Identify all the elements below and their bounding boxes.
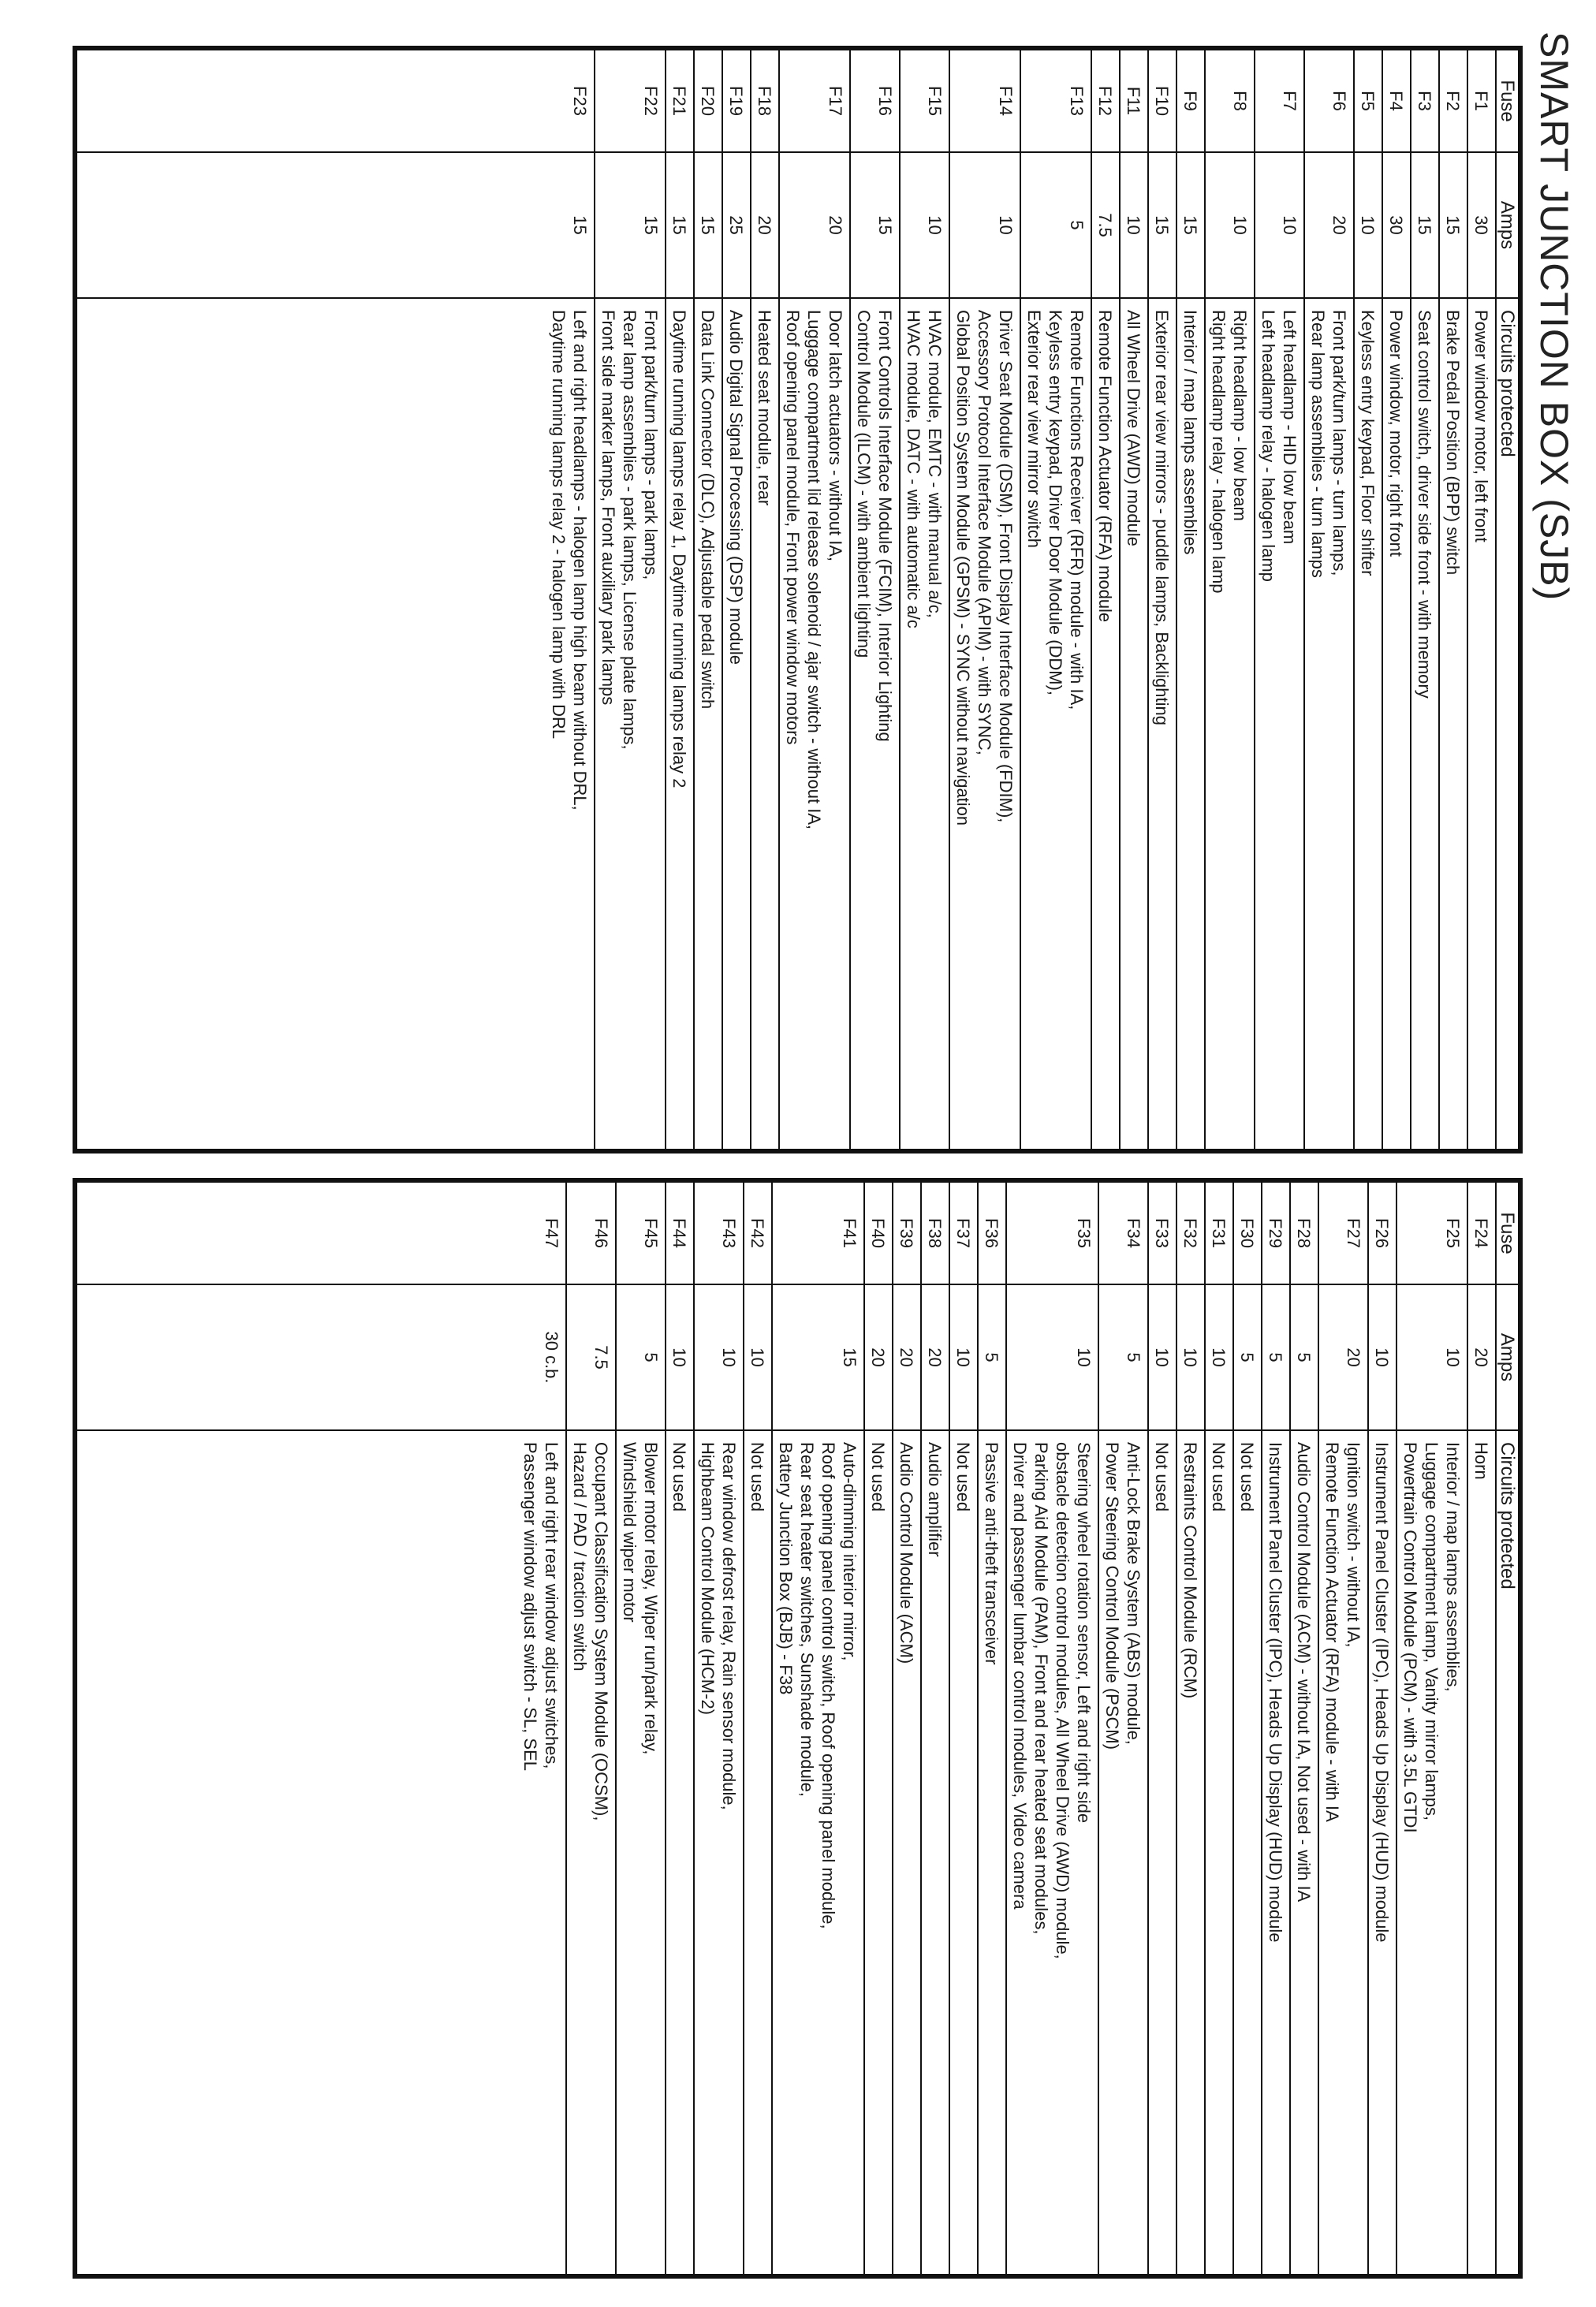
circuit-line: Hazard / PAD / traction switch xyxy=(570,1442,590,1672)
circuits-cell xyxy=(1020,298,1091,1150)
circuit-line: Right headlamp relay - halogen lamp xyxy=(1209,310,1229,594)
amps-cell: 15 xyxy=(772,1284,864,1430)
table-row xyxy=(694,1182,744,2275)
circuits-cell xyxy=(978,1430,1006,2275)
circuit-line: Not used xyxy=(868,1442,888,1512)
circuit-line: Power Steering Control Module (PSCM) xyxy=(1102,1442,1122,1750)
amps-cell: 20 xyxy=(1304,152,1354,298)
fuse-cell: F35 xyxy=(1006,1182,1098,1284)
circuits-cell xyxy=(1091,298,1120,1150)
table-row xyxy=(1098,1182,1148,2275)
table-row xyxy=(666,50,694,1150)
circuit-line: Exterior rear view mirror switch xyxy=(1024,310,1044,548)
fuse-cell: F10 xyxy=(1148,50,1176,152)
circuits-cell xyxy=(893,1430,921,2275)
circuit-line: Not used xyxy=(1237,1442,1257,1512)
table-row xyxy=(76,50,595,1150)
circuits-cell xyxy=(1262,1430,1290,2275)
circuit-line: Blower motor relay, Wiper run/park relay, xyxy=(641,1442,661,1755)
circuit-line: Left and right rear window adjust switches, xyxy=(542,1442,561,1769)
table-row xyxy=(595,50,666,1150)
circuit-line: Interior / map lamps assemblies xyxy=(1180,310,1200,555)
fuse-cell: F32 xyxy=(1176,1182,1205,1284)
fuse-cell: F43 xyxy=(694,1182,744,1284)
table-row xyxy=(751,50,779,1150)
amps-cell: 10 xyxy=(1255,152,1304,298)
amps-cell: 25 xyxy=(722,152,751,298)
fuse-cell: F40 xyxy=(864,1182,893,1284)
table-row xyxy=(1439,50,1467,1150)
fuse-cell: F16 xyxy=(850,50,900,152)
table-row xyxy=(1467,1182,1496,2275)
amps-cell: 7.5 xyxy=(566,1284,616,1430)
circuits-cell xyxy=(744,1430,772,2275)
table-row xyxy=(722,50,751,1150)
table-row xyxy=(949,1182,978,2275)
table-row xyxy=(1205,50,1255,1150)
circuit-line: Not used xyxy=(748,1442,767,1512)
circuits-cell xyxy=(76,1430,566,2275)
header-amps: Amps xyxy=(1496,1284,1519,1430)
table-row xyxy=(893,1182,921,2275)
fuse-cell: F18 xyxy=(751,50,779,152)
circuit-line: Auto-dimming interior mirror, xyxy=(840,1442,860,1661)
circuit-line: Luggage compartment lid release solenoid / ajar switch - without IA, xyxy=(804,310,824,830)
circuit-line: Keyless entry keypad, Driver Door Module (DDM), xyxy=(1046,310,1065,696)
fuse-cell: F24 xyxy=(1467,1182,1496,1284)
circuit-line: Audio amplifier xyxy=(925,1442,945,1557)
amps-cell: 10 xyxy=(949,1284,978,1430)
table-row xyxy=(1290,1182,1318,2275)
amps-cell: 15 xyxy=(666,152,694,298)
fuse-cell: F4 xyxy=(1382,50,1411,152)
circuits-cell xyxy=(1176,1430,1205,2275)
table-row xyxy=(1233,1182,1262,2275)
fuse-cell: F44 xyxy=(666,1182,694,1284)
fuse-cell: F5 xyxy=(1354,50,1382,152)
amps-cell: 5 xyxy=(1020,152,1091,298)
circuit-line: Front park/turn lamps - turn lamps, xyxy=(1329,310,1349,576)
circuits-cell xyxy=(1098,1430,1148,2275)
amps-cell: 30 xyxy=(1382,152,1411,298)
fuse-cell: F20 xyxy=(694,50,722,152)
amps-cell: 10 xyxy=(1120,152,1148,298)
amps-cell: 10 xyxy=(1396,1284,1467,1430)
circuit-line: All Wheel Drive (AWD) module xyxy=(1124,310,1143,546)
circuit-line: HVAC module, EMTC - with manual a/c, xyxy=(925,310,945,618)
circuits-cell xyxy=(595,298,666,1150)
amps-cell: 20 xyxy=(893,1284,921,1430)
circuit-line: Heated seat module, rear xyxy=(755,310,774,506)
circuit-line: Power window, motor, right front xyxy=(1386,310,1406,557)
circuit-line: Passive anti-theft transceiver xyxy=(982,1442,1001,1665)
amps-cell: 10 xyxy=(744,1284,772,1430)
circuits-cell xyxy=(566,1430,616,2275)
table-row xyxy=(1255,50,1304,1150)
fuse-cell: F46 xyxy=(566,1182,616,1284)
circuit-line: Data Link Connector (DLC), Adjustable pedal switch xyxy=(698,310,718,710)
circuit-line: Remote Function Actuator (RFA) module xyxy=(1095,310,1115,623)
circuits-cell xyxy=(694,1430,744,2275)
circuit-line: Front Controls Interface Module (FCIM), Interior Lighting xyxy=(875,310,895,742)
fuse-table-2 xyxy=(76,1181,1520,2275)
table-row xyxy=(921,1182,949,2275)
circuit-line: Control Module (ILCM) - with ambient lighting xyxy=(854,310,874,658)
table-row xyxy=(1176,50,1205,1150)
circuit-line: Daytime running lamps relay 2 - halogen lamp with DRL xyxy=(549,310,569,740)
circuits-cell xyxy=(949,298,1020,1150)
circuit-line: Rear window defrost relay, Rain sensor module, xyxy=(719,1442,739,1810)
table-row xyxy=(1148,50,1176,1150)
circuits-cell xyxy=(921,1430,949,2275)
circuits-cell xyxy=(1396,1430,1467,2275)
circuit-line: Power window motor, left front xyxy=(1471,310,1491,542)
table-row xyxy=(1262,1182,1290,2275)
amps-cell: 30 xyxy=(1467,152,1496,298)
circuit-line: Restraints Control Module (RCM) xyxy=(1180,1442,1200,1699)
table-row xyxy=(616,1182,666,2275)
amps-cell: 10 xyxy=(1368,1284,1396,1430)
table-row xyxy=(1411,50,1439,1150)
table-row xyxy=(1304,50,1354,1150)
table-row xyxy=(1354,50,1382,1150)
fuse-cell: F28 xyxy=(1290,1182,1318,1284)
header-row xyxy=(1496,50,1519,1150)
fuse-cell: F7 xyxy=(1255,50,1304,152)
fuse-cell: F8 xyxy=(1205,50,1255,152)
fuse-cell: F25 xyxy=(1396,1182,1467,1284)
table-row xyxy=(1148,1182,1176,2275)
amps-cell: 10 xyxy=(1205,152,1255,298)
circuits-cell xyxy=(1368,1430,1396,2275)
circuits-cell xyxy=(1120,298,1148,1150)
fuse-cell: F41 xyxy=(772,1182,864,1284)
table-row xyxy=(694,50,722,1150)
circuit-line: Horn xyxy=(1471,1442,1491,1480)
fuse-cell: F27 xyxy=(1318,1182,1368,1284)
circuit-line: Interior / map lamps assemblies, xyxy=(1443,1442,1463,1692)
circuits-cell xyxy=(76,298,595,1150)
amps-cell: 5 xyxy=(978,1284,1006,1430)
circuits-cell xyxy=(1290,1430,1318,2275)
circuits-cell xyxy=(864,1430,893,2275)
circuits-cell xyxy=(616,1430,666,2275)
amps-cell: 15 xyxy=(694,152,722,298)
table-row xyxy=(666,1182,694,2275)
amps-cell: 30 c.b. xyxy=(76,1284,566,1430)
circuit-line: Ignition switch - without IA, xyxy=(1344,1442,1363,1648)
circuit-line: Passenger window adjust switch - SL, SEL xyxy=(520,1442,540,1771)
table-row xyxy=(1120,50,1148,1150)
table-row xyxy=(850,50,900,1150)
fuse-cell: F15 xyxy=(900,50,949,152)
fuse-cell: F22 xyxy=(595,50,666,152)
circuit-line: Not used xyxy=(669,1442,689,1512)
circuit-line: Parking Aid Module (PAM), Front and rear heated seat modules, xyxy=(1031,1442,1051,1935)
table-row xyxy=(1396,1182,1467,2275)
fuse-cell: F6 xyxy=(1304,50,1354,152)
fuse-cell: F12 xyxy=(1091,50,1120,152)
amps-cell: 20 xyxy=(1467,1284,1496,1430)
circuits-cell xyxy=(1304,298,1354,1150)
fuse-cell: F26 xyxy=(1368,1182,1396,1284)
circuit-line: Keyless entry keypad, Floor shifter xyxy=(1358,310,1378,576)
circuit-line: Brake Pedal Position (BPP) switch xyxy=(1443,310,1463,576)
amps-cell: 15 xyxy=(850,152,900,298)
fuse-cell: F47 xyxy=(76,1182,566,1284)
fuse-cell: F9 xyxy=(1176,50,1205,152)
header-fuse: Fuse xyxy=(1496,50,1519,152)
circuits-cell xyxy=(1205,1430,1233,2275)
header-amps: Amps xyxy=(1496,152,1519,298)
fuse-cell: F36 xyxy=(978,1182,1006,1284)
circuit-line: Rear lamp assemblies - park lamps, License plate lamps, xyxy=(620,310,640,750)
header-row xyxy=(1496,1182,1519,2275)
circuit-line: Battery Junction Box (BJB) - F38 xyxy=(776,1442,796,1695)
amps-cell: 20 xyxy=(779,152,850,298)
fuse-cell: F34 xyxy=(1098,1182,1148,1284)
circuits-cell xyxy=(694,298,722,1150)
circuit-line: Instrument Panel Cluster (IPC), Heads Up Display (HUD) module xyxy=(1266,1442,1285,1943)
table-row xyxy=(949,50,1020,1150)
circuit-line: Windshield wiper motor xyxy=(620,1442,640,1623)
circuits-cell xyxy=(1467,298,1496,1150)
amps-cell: 15 xyxy=(595,152,666,298)
amps-cell: 15 xyxy=(1148,152,1176,298)
header-circuits: Circuits protected xyxy=(1496,298,1519,1150)
table-row xyxy=(1318,1182,1368,2275)
amps-cell: 15 xyxy=(1176,152,1205,298)
fuse-cell: F31 xyxy=(1205,1182,1233,1284)
circuit-line: Highbeam Control Module (HCM-2) xyxy=(698,1442,718,1716)
circuits-cell xyxy=(779,298,850,1150)
table-row xyxy=(779,50,850,1150)
circuit-line: Left and right headlamps - halogen lamp high beam without DRL, xyxy=(570,310,590,811)
circuits-cell xyxy=(722,298,751,1150)
circuits-cell xyxy=(1255,298,1304,1150)
circuits-cell xyxy=(1467,1430,1496,2275)
fuse-cell: F42 xyxy=(744,1182,772,1284)
circuits-cell xyxy=(772,1430,864,2275)
circuit-line: Rear seat heater switches, Sunshade module, xyxy=(797,1442,817,1798)
fuse-cell: F23 xyxy=(76,50,595,152)
circuit-line: Roof opening panel control switch, Roof opening panel module, xyxy=(819,1442,838,1929)
circuits-cell xyxy=(666,298,694,1150)
circuit-line: Luggage compartment lamp, Vanity mirror lamps, xyxy=(1422,1442,1441,1821)
amps-cell: 5 xyxy=(1233,1284,1262,1430)
table-row xyxy=(1176,1182,1205,2275)
fuse-cell: F37 xyxy=(949,1182,978,1284)
fuse-table-1 xyxy=(76,49,1520,1150)
circuit-line: Left headlamp - HID low beam xyxy=(1280,310,1300,545)
amps-cell: 5 xyxy=(1098,1284,1148,1430)
circuits-cell xyxy=(900,298,949,1150)
fuse-cell: F14 xyxy=(949,50,1020,152)
circuit-line: Accessory Protocol Interface Module (APIM) - with SYNC, xyxy=(975,310,994,755)
circuit-line: Remote Functions Receiver (RFR) module - with IA, xyxy=(1067,310,1087,710)
circuits-cell xyxy=(1318,1430,1368,2275)
circuit-line: Instrument Panel Cluster (IPC), Heads Up Display (HUD) module xyxy=(1372,1442,1392,1943)
circuits-cell xyxy=(1354,298,1382,1150)
amps-cell: 10 xyxy=(666,1284,694,1430)
amps-cell: 10 xyxy=(1176,1284,1205,1430)
amps-cell: 20 xyxy=(864,1284,893,1430)
table-row xyxy=(1091,50,1120,1150)
fuse-cell: F38 xyxy=(921,1182,949,1284)
table-row xyxy=(566,1182,616,2275)
table-row xyxy=(1382,50,1411,1150)
amps-cell: 10 xyxy=(1006,1284,1098,1430)
circuit-line: Daytime running lamps relay 1, Daytime running lamps relay 2 xyxy=(669,310,689,788)
circuits-cell xyxy=(850,298,900,1150)
amps-cell: 15 xyxy=(1439,152,1467,298)
circuits-cell xyxy=(1006,1430,1098,2275)
circuits-cell xyxy=(949,1430,978,2275)
amps-cell: 5 xyxy=(1290,1284,1318,1430)
circuit-line: Global Position System Module (GPSM) - SYNC without navigation xyxy=(953,310,973,826)
circuit-line: Audio Control Module (ACM) xyxy=(897,1442,916,1664)
amps-cell: 10 xyxy=(949,152,1020,298)
fuse-cell: F2 xyxy=(1439,50,1467,152)
amps-cell: 10 xyxy=(900,152,949,298)
circuit-line: Not used xyxy=(953,1442,973,1512)
amps-cell: 7.5 xyxy=(1091,152,1120,298)
fuse-cell: F45 xyxy=(616,1182,666,1284)
header-fuse: Fuse xyxy=(1496,1182,1519,1284)
fuse-cell: F33 xyxy=(1148,1182,1176,1284)
amps-cell: 10 xyxy=(1148,1284,1176,1430)
fuse-cell: F1 xyxy=(1467,50,1496,152)
circuit-line: Audio Control Module (ACM) - without IA, Not used - with IA xyxy=(1294,1442,1314,1903)
circuit-line: Steering wheel rotation sensor, Left and right side xyxy=(1074,1442,1094,1824)
header-circuits: Circuits protected xyxy=(1496,1430,1519,2275)
amps-cell: 10 xyxy=(1205,1284,1233,1430)
fuse-cell: F13 xyxy=(1020,50,1091,152)
amps-cell: 5 xyxy=(616,1284,666,1430)
table-row xyxy=(1467,50,1496,1150)
circuit-line: Roof opening panel module, Front power window motors xyxy=(783,310,803,745)
table-row xyxy=(1368,1182,1396,2275)
amps-cell: 20 xyxy=(921,1284,949,1430)
table-row xyxy=(864,1182,893,2275)
circuit-line: Occupant Classification System Module (OCSM), xyxy=(591,1442,611,1821)
circuit-line: Door latch actuators - without IA, xyxy=(826,310,845,562)
circuits-cell xyxy=(1233,1430,1262,2275)
table-row xyxy=(900,50,949,1150)
table-row xyxy=(772,1182,864,2275)
circuit-line: Powertrain Control Module (PCM) - with 3.5L GTDI xyxy=(1400,1442,1420,1833)
table-row xyxy=(1006,1182,1098,2275)
circuits-cell xyxy=(1411,298,1439,1150)
fuse-cell: F19 xyxy=(722,50,751,152)
circuit-line: Front side marker lamps, Front auxiliary park lamps xyxy=(598,310,618,706)
circuits-cell xyxy=(1439,298,1467,1150)
circuit-line: Front park/turn lamps - park lamps, xyxy=(641,310,661,580)
amps-cell: 15 xyxy=(76,152,595,298)
circuit-line: Exterior rear view mirrors - puddle lamps, Backlighting xyxy=(1152,310,1172,725)
circuits-cell xyxy=(1382,298,1411,1150)
circuits-cell xyxy=(1176,298,1205,1150)
amps-cell: 20 xyxy=(1318,1284,1368,1430)
circuit-line: Not used xyxy=(1152,1442,1172,1512)
amps-cell: 15 xyxy=(1411,152,1439,298)
amps-cell: 10 xyxy=(694,1284,744,1430)
fuse-cell: F21 xyxy=(666,50,694,152)
amps-cell: 5 xyxy=(1262,1284,1290,1430)
circuits-cell xyxy=(751,298,779,1150)
fuse-cell: F30 xyxy=(1233,1182,1262,1284)
circuit-line: Seat control switch, driver side front - with memory xyxy=(1415,310,1434,699)
circuit-line: Rear lamp assemblies - turn lamps xyxy=(1308,310,1328,578)
fuse-cell: F3 xyxy=(1411,50,1439,152)
circuits-cell xyxy=(1148,298,1176,1150)
amps-cell: 10 xyxy=(1354,152,1382,298)
fuse-cell: F29 xyxy=(1262,1182,1290,1284)
table-row xyxy=(1020,50,1091,1150)
circuit-line: HVAC module, DATC - with automatic a/c xyxy=(904,310,923,628)
circuits-cell xyxy=(1205,298,1255,1150)
page-title: SMART JUNCTION BOX (SJB) xyxy=(1532,32,1576,602)
table-row xyxy=(978,1182,1006,2275)
fuse-cell: F17 xyxy=(779,50,850,152)
fuse-cell: F11 xyxy=(1120,50,1148,152)
circuit-line: Remote Function Actuator (RFA) module - with IA xyxy=(1322,1442,1342,1822)
circuit-line: Left headlamp relay - halogen lamp xyxy=(1259,310,1278,582)
table-row xyxy=(1205,1182,1233,2275)
circuit-line: Not used xyxy=(1209,1442,1229,1512)
amps-cell: 20 xyxy=(751,152,779,298)
fuse-cell: F39 xyxy=(893,1182,921,1284)
circuit-line: Anti-Lock Brake System (ABS) module, xyxy=(1124,1442,1143,1745)
circuits-cell xyxy=(666,1430,694,2275)
circuit-line: Driver Seat Module (DSM), Front Display Interface Module (FDIM), xyxy=(996,310,1016,823)
circuit-line: Driver and passenger lumbar control modules, Video camera xyxy=(1010,1442,1030,1910)
circuit-line: Audio Digital Signal Processing (DSP) module xyxy=(726,310,746,665)
table-row xyxy=(744,1182,772,2275)
table-row xyxy=(76,1182,566,2275)
circuits-cell xyxy=(1148,1430,1176,2275)
circuit-line: Right headlamp - low beam xyxy=(1230,310,1250,521)
circuit-line: obstacle detection control modules, All Wheel Drive (AWD) module, xyxy=(1053,1442,1072,1959)
